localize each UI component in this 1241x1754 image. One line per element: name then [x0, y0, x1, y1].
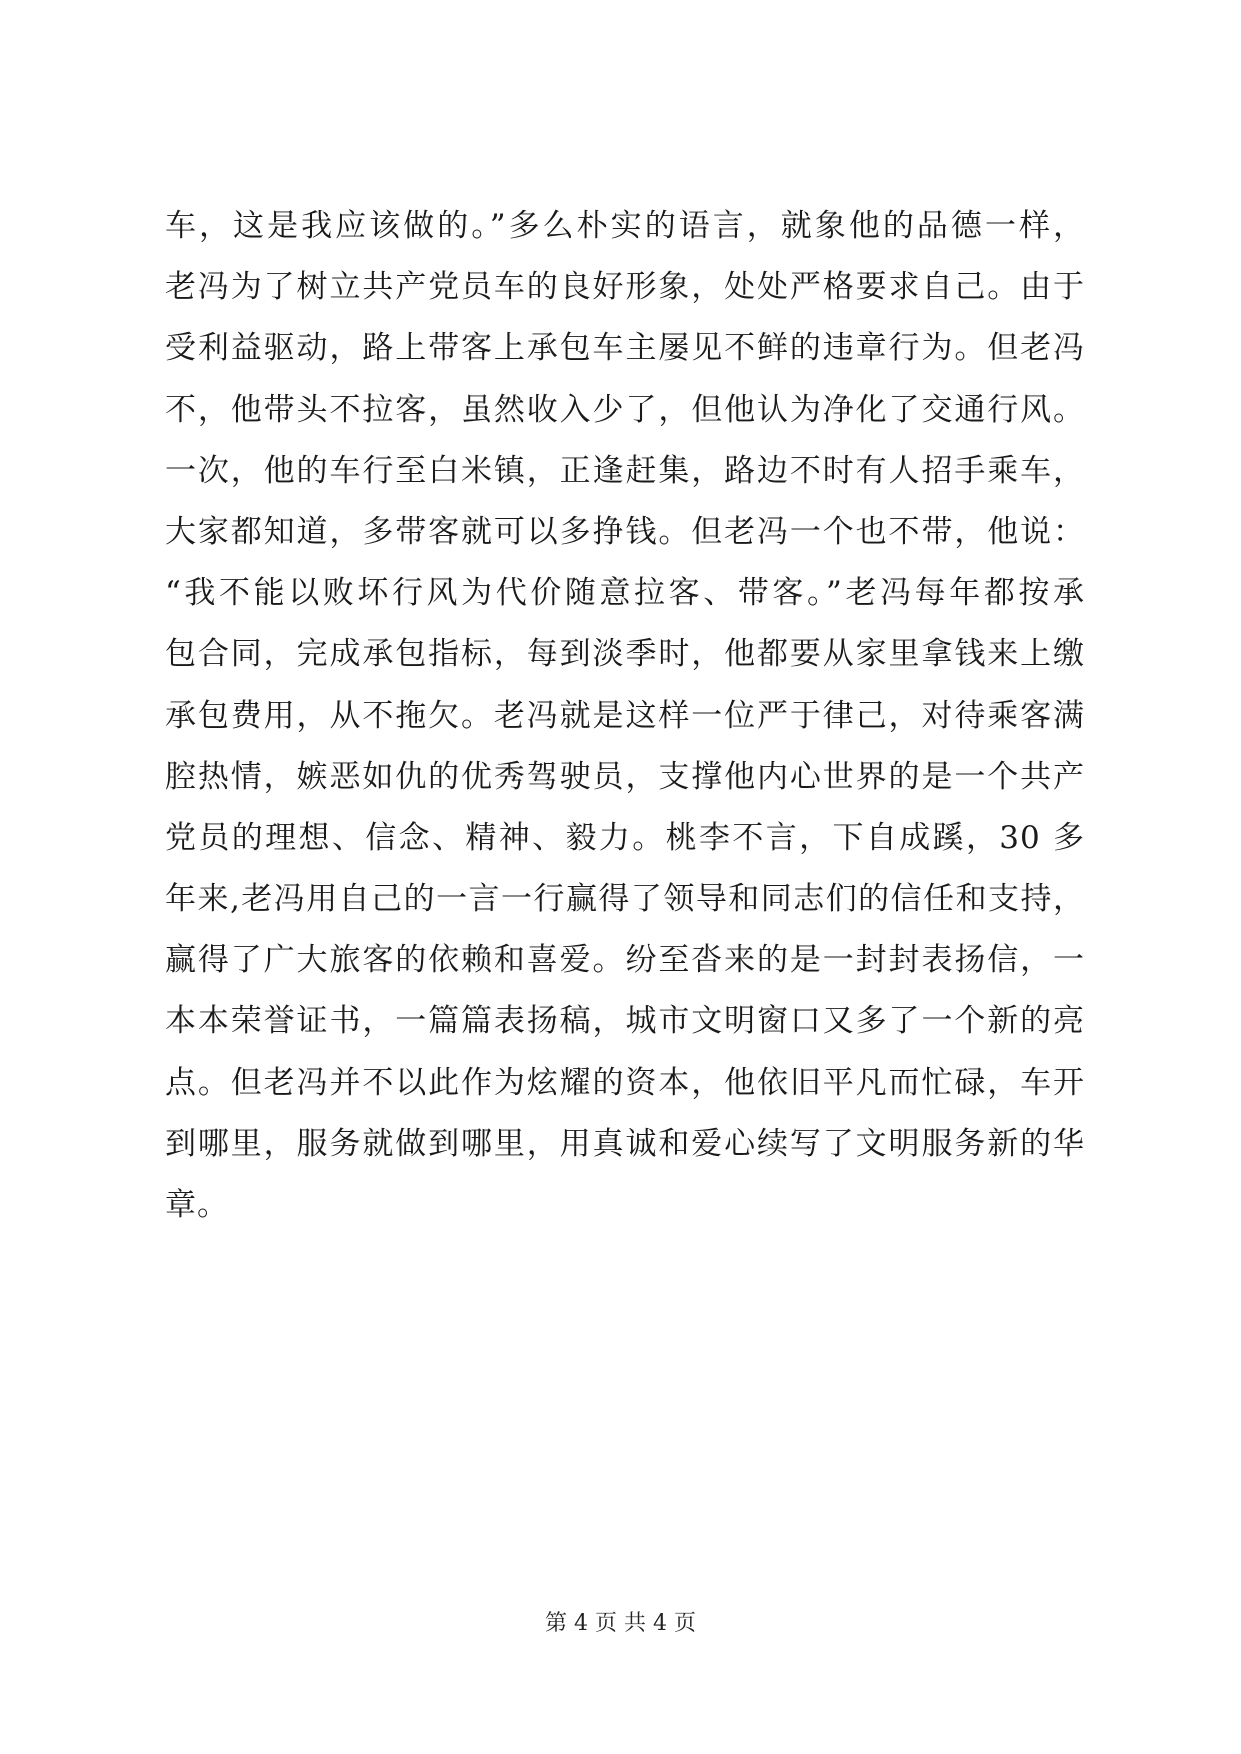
text-line: “我不能以败坏行风为代价随意拉客、带客。”老冯每年都按承	[165, 575, 1085, 612]
text-line: 承包费用，从不拖欠。老冯就是这样一位严于律己，对待乘客满	[165, 697, 1085, 734]
text-line: 受利益驱动，路上带客上承包车主屡见不鲜的违章行为。但老冯	[165, 330, 1085, 367]
text-line: 本本荣誉证书，一篇篇表扬稿，城市文明窗口又多了一个新的亮	[165, 1003, 1085, 1040]
text-line: 赢得了广大旅客的依赖和喜爱。纷至沓来的是一封封表扬信，一	[165, 942, 1085, 979]
text-line: 党员的理想、信念、精神、毅力。桃李不言，下自成蹊，30 多	[165, 819, 1085, 856]
text-line: 车，这是我应该做的。”多么朴实的语言，就象他的品德一样，	[165, 208, 1085, 244]
body-paragraph	[165, 196, 1085, 1236]
text-line: 到哪里，服务就做到哪里，用真诚和爱心续写了文明服务新的华	[165, 1125, 1085, 1162]
text-line: 大家都知道，多带客就可以多挣钱。但老冯一个也不带，他说：	[165, 513, 1085, 550]
text-line: 腔热情，嫉恶如仇的优秀驾驶员，支撑他内心世界的是一个共产	[165, 758, 1085, 795]
text-line: 年来,老冯用自己的一言一行赢得了领导和同志们的信任和支持，	[165, 881, 1085, 918]
text-line: 不，他带头不拉客，虽然收入少了，但他认为净化了交通行风。	[165, 391, 1085, 428]
text-line: 一次，他的车行至白米镇，正逢赶集，路边不时有人招手乘车，	[165, 452, 1085, 489]
page-number-footer: 第 4 页 共 4 页	[545, 1611, 696, 1636]
text-line: 点。但老冯并不以此作为炫耀的资本，他依旧平凡而忙碌，车开	[165, 1064, 1085, 1101]
text-line: 包合同，完成承包指标，每到淡季时，他都要从家里拿钱来上缴	[165, 636, 1085, 673]
text-line: 老冯为了树立共产党员车的良好形象，处处严格要求自己。由于	[165, 269, 1085, 306]
text-line: 章。	[165, 1187, 229, 1223]
